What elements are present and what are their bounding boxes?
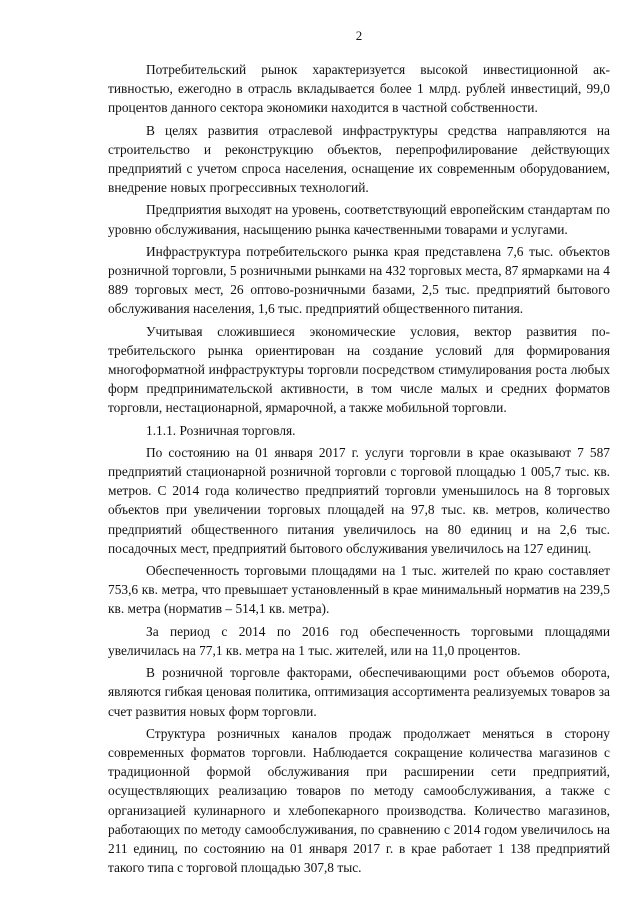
- document-page: [108, 28, 610, 880]
- paragraph-infrastructure-funding: В целях развития отраслевой инфраструктуры средства направляются на строительство и реконструкцию объектов, перепрофилирование действующих предприятий с учетом спроса населения, оснащение их современным оборудованием, внедрение новых прогрессивных технологий.: [108, 122, 610, 196]
- paragraph-sales-channels: Структура розничных каналов продаж продолжает меняться в сторону современных форматов торговли. Наблюдается сокращение количества магазинов с традиционной формой обслуживания при расширении сети предприятий, осуществляющих реализацию товаров по методу самообслуживания, а также с организацией кулинарного и хлебопекарного производства. Количество магазинов, работающих по методу самообслуживания, по сравнению с 2014 годом увеличилось на 211 единиц, по состоянию на 01 января 2017 г. в крае работает 1 138 предприятий такого типа с торговой площадью 307,8 тыс.: [108, 725, 610, 876]
- section-heading-retail: 1.1.1. Розничная торговля.: [146, 422, 296, 438]
- paragraph-retail-space-growth: За период с 2014 по 2016 год обеспеченность торговыми площадями увеличилась на 77,1 кв. метра на 1 тыс. жителей, или на 11,0 процентов.: [108, 623, 610, 658]
- paragraph-european-standards: Предприятия выходят на уровень, соответствующий европейским стандартам по уровню обслуживания, насыщению рынка качественными товарами и услугами.: [108, 202, 610, 237]
- paragraph-market-infrastructure: Инфраструктура потребительского рынка края представлена 7,6 тыс. объектов розничной торговли, 5 розничными рынками на 432 торговых места, 87 ярмарками на 4 889 торговых мест, 26 оптово-розничными базами, 2,5 тыс. предприятий бытового обслуживания населения, 1,6 тыс. предприятий общественного питания.: [108, 243, 610, 317]
- paragraph-investment: Потребительский рынок характеризуется высокой инвестиционной активностью, ежегодно в отрасль вкладывается более 1 млрд. рублей инвестиций, 99,0 процентов данного сектора экономики находится в частной собственности.: [108, 62, 610, 116]
- paragraph-growth-factors: В розничной торговле факторами, обеспечивающими рост объемов оборота, являются гибкая ценовая политика, оптимизация ассортимента реализуемых товаров за счет развития новых форм торговли.: [108, 665, 610, 719]
- page-number: 2: [355, 28, 363, 43]
- paragraph-development-vector: Учитывая сложившиеся экономические условия, вектор развития потребительского рынка ориентирован на создание условий для формирования многоформатной инфраструктуры торговли посредством стимулирования роста любых форм предпринимательской активности, в том числе малых и средних форматов торговли, нестационарной, ярмарочной, а также мобильной торговли.: [108, 323, 610, 416]
- paragraph-retail-status: По состоянию на 01 января 2017 г. услуги торговли в крае оказывают 7 587 предприятий стационарной розничной торговли с торговой площадью 1 005,7 тыс. кв. метров. С 2014 года количество предприятий торговли уменьшилось на 8 торговых объектов при увеличении торговых площадей на 97,8 тыс. кв. метров, количество предприятий общественного питания увеличилось на 80 единиц и на 2,6 тыс. посадочных мест, предприятий бытового обслуживания увеличилось на 127 единиц.: [108, 444, 610, 556]
- paragraph-retail-space-supply: Обеспеченность торговыми площадями на 1 тыс. жителей по краю составляет 753,6 кв. метра, что превышает установленный в крае минимальный норматив на 239,5 кв. метра (норматив – 514,1 кв. метра).: [108, 563, 610, 617]
